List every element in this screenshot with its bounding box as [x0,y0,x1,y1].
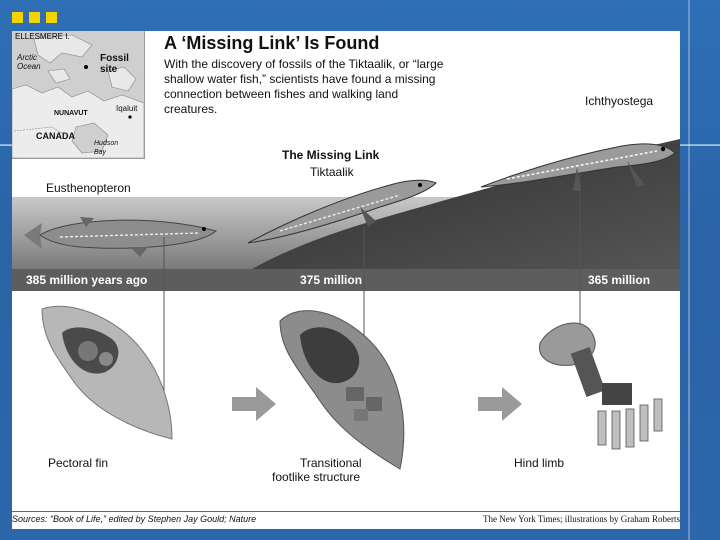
label-tiktaalik: Tiktaalik [310,165,354,179]
pectoral-fin-illustration [32,299,182,449]
map-label-site: site [100,64,118,75]
label-eusthenopteron: Eusthenopteron [46,181,131,195]
label-footlike-structure: footlike structure [272,470,361,484]
intro-line: connection between fishes and walking land [164,87,399,101]
infographic-panel [12,31,680,529]
intro-line: With the discovery of fossils of the Tiktaalik, or “large [164,57,444,71]
map-label-canada: CANADA [36,131,75,141]
bullet-square [12,12,23,23]
hind-limb-illustration [532,303,680,463]
map-label-bay: Bay [94,149,107,156]
label-pectoral-fin: Pectoral fin [48,456,109,470]
label-transitional: Transitional [300,456,362,470]
map-label-ellesmere: ELLESMERE I. [15,32,70,41]
transitional-limb-illustration [270,301,420,471]
bullet-square [46,12,57,23]
timeline-label: 375 million [300,273,363,287]
label-ichthyostega: Ichthyostega [585,94,654,108]
sources-footer [12,511,680,529]
slide-vertical-line [688,0,690,540]
sources-text: Sources: “Book of Life,” edited by Stephen Jay Gould; Nature [12,514,257,524]
map-label-iqaluit: Iqaluit [116,104,138,113]
credit-text: The New York Times; illustrations by Graham Roberts [483,514,680,524]
timeline-label: 365 million [588,273,651,287]
intro-line: creatures. [164,102,218,116]
bullet-square [29,12,40,23]
timeline-label: 385 million years ago [26,273,148,287]
label-hind-limb: Hind limb [514,456,565,470]
map-label-nunavut: NUNAVUT [54,110,88,117]
headline: A ‘Missing Link’ Is Found [164,33,380,53]
intro-line: shallow water fish,” scientists have found a missing [164,72,436,86]
arrow-right-icon [478,387,524,421]
map-label-arctic: Arctic [17,53,37,62]
map-label-hudson: Hudson [94,140,119,147]
label-missing-link: The Missing Link [282,148,380,162]
map-label-fossil: Fossil [100,53,129,64]
map-label-ocean: Ocean [17,62,41,71]
